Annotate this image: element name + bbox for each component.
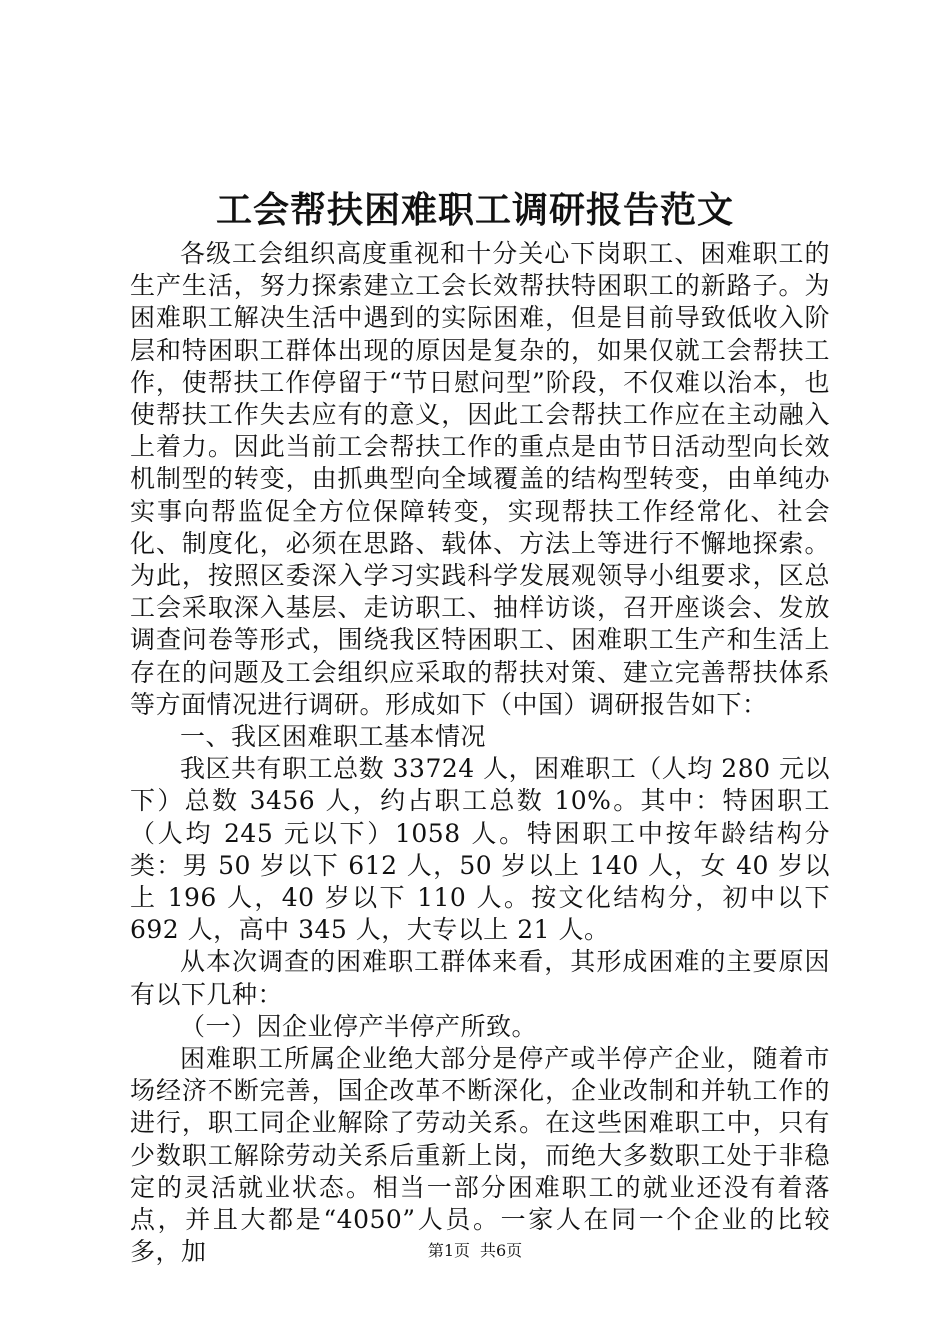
document-title: 工会帮扶困难职工调研报告范文 [215, 189, 734, 231]
paragraph-cause-1: 困难职工所属企业绝大部分是停产或半停产企业，随着市场经济不断完善，国企改革不断深化，企业改制和并轨工作的进行，职工同企业解除了劳动关系。在这些困难职工中，只有少数职工解除劳动关系后重新上岗，而绝大多数职工处于非稳定的灵活就业状态。相当一部分困难职工的就业还没有着落点，并且大都是“4050”人员。一家人在同一个企业的比较多，加 [130, 1044, 830, 1267]
subsection-heading-1: （一）因企业停产半停产所致。 [180, 1011, 538, 1041]
document-body [130, 238, 830, 1269]
paragraph-statistics: 我区共有职工总数 33724 人，困难职工（人均 280 元以下）总数 3456 人，约占职工总数 10%。其中：特困职工（人均 245 元以下）1058 人。特困职工中按年龄结构分类：男 50 岁以下 612 人，50 岁以上 140 人，女 40 岁以上 196 人，40 岁以下 110 人。按文化结构分，初中以下 692 人，高中 345 人，大专以上 21 人。 [130, 754, 830, 945]
paragraph-causes-intro: 从本次调查的困难职工群体来看，其形成困难的主要原因有以下几种： [130, 947, 830, 1009]
page-number: 第1页 [427, 1241, 470, 1260]
page-total: 共6页 [480, 1241, 523, 1260]
page-footer [0, 1240, 950, 1262]
paragraph-intro: 各级工会组织高度重视和十分关心下岗职工、困难职工的生产生活，努力探索建立工会长效帮扶特困职工的新路子。为困难职工解决生活中遇到的实际困难，但是目前导致低收入阶层和特困职工群体出现的原因是复杂的，如果仅就工会帮扶工作，使帮扶工作停留于“节日慰问型”阶段，不仅难以治本，也使帮扶工作失去应有的意义，因此工会帮扶工作应在主动融入上着力。因此当前工会帮扶工作的重点是由节日活动型向长效机制型的转变，由抓典型向全域覆盖的结构型转变，由单纯办实事向帮监促全方位保障转变，实现帮扶工作经常化、社会化、制度化，必须在思路、载体、方法上等进行不懈地探索。为此，按照区委深入学习实践科学发展观领导小组要求，区总工会采取深入基层、走访职工、抽样访谈，召开座谈会、发放调查问卷等形式，围绕我区特困职工、困难职工生产和生活上存在的问题及工会组织应采取的帮扶对策、建立完善帮扶体系等方面情况进行调研。形成如下（中国）调研报告如下： [130, 239, 830, 719]
section-heading-1: 一、我区困难职工基本情况 [180, 722, 487, 752]
